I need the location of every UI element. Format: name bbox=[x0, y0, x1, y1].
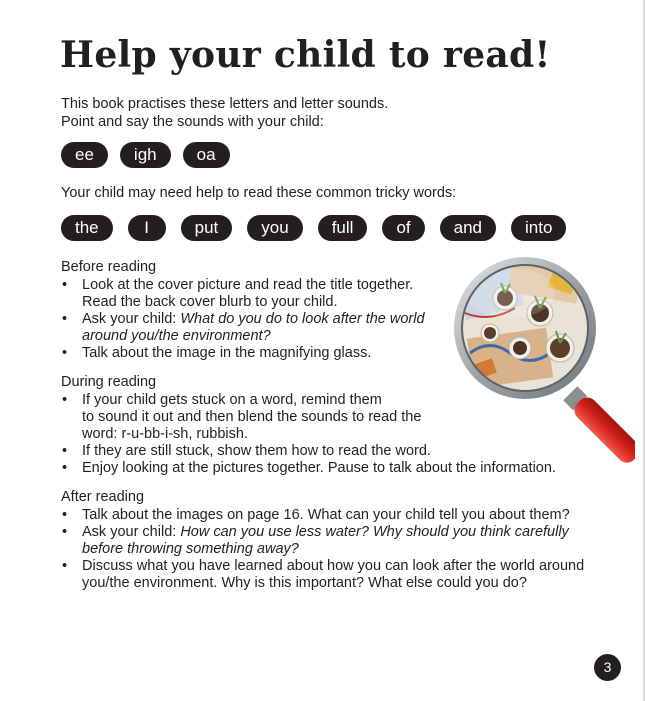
list-item-text: Enjoy looking at the pictures together. Pause to talk about the information. bbox=[82, 460, 556, 476]
sound-pill: ee bbox=[61, 142, 108, 168]
word-pill: the bbox=[61, 215, 113, 241]
list-item bbox=[61, 558, 606, 592]
word-pill: you bbox=[247, 215, 302, 241]
page-number: 3 bbox=[594, 654, 621, 681]
list-item bbox=[61, 507, 606, 524]
list-item bbox=[61, 277, 441, 311]
word-pill: put bbox=[181, 215, 233, 241]
sound-pill: igh bbox=[120, 142, 171, 168]
list-item-text: • Look at the cover picture and read the title together. bbox=[82, 277, 414, 293]
list-item bbox=[61, 345, 441, 362]
handle bbox=[570, 393, 635, 463]
list-item bbox=[61, 524, 606, 558]
intro-line-2: Point and say the sounds with your child: bbox=[61, 114, 324, 130]
intro-text bbox=[61, 95, 388, 131]
list-item-text: word: r-u-bb-i-sh, rubbish. bbox=[82, 426, 248, 442]
list-item-text: Talk about the images on page 16. What can your child tell you about them? bbox=[82, 507, 570, 523]
word-pill: into bbox=[511, 215, 566, 241]
word-pill: I bbox=[128, 215, 166, 241]
section-heading: Before reading bbox=[61, 259, 157, 275]
word-pill: full bbox=[318, 215, 368, 241]
section-heading: During reading bbox=[61, 374, 157, 390]
intro-line-1: This book practises these letters and letter sounds. bbox=[61, 96, 389, 112]
list-item-text: Discuss what you have learned about how you can look after the world around you/the environment. Why is this important? What else could you do? bbox=[82, 558, 585, 591]
lens-image bbox=[450, 253, 600, 403]
sound-pill: oa bbox=[183, 142, 230, 168]
list-item-text: Read the back cover blurb to your child. bbox=[82, 294, 338, 310]
list-item bbox=[61, 311, 441, 345]
list-item-text: • If your child gets stuck on a word, remind them bbox=[82, 392, 382, 408]
before-reading-section bbox=[61, 259, 441, 362]
word-pill: and bbox=[440, 215, 496, 241]
list-item-text: to sound it out and then blend the sounds to read the bbox=[82, 409, 422, 425]
magnifying-glass-icon bbox=[450, 253, 635, 463]
question-text: What do you do to look after the world around you/the environment? bbox=[82, 311, 425, 344]
tricky-words bbox=[61, 215, 581, 241]
list-item-text: Ask your child: bbox=[82, 311, 181, 327]
letter-sounds bbox=[61, 142, 242, 168]
list-item-text: Ask your child: bbox=[82, 524, 181, 540]
question-text: How can you use less water? Why should you think carefully before throwing something away? bbox=[82, 524, 569, 557]
list-item-text: Talk about the image in the magnifying glass. bbox=[82, 345, 372, 361]
list-item-text: If they are still stuck, show them how to read the word. bbox=[82, 443, 431, 459]
section-heading: After reading bbox=[61, 489, 145, 505]
word-pill: of bbox=[382, 215, 424, 241]
page-title: Help your child to read! bbox=[60, 34, 551, 76]
after-reading-section bbox=[61, 489, 606, 592]
tricky-words-intro: Your child may need help to read these common tricky words: bbox=[61, 185, 457, 201]
